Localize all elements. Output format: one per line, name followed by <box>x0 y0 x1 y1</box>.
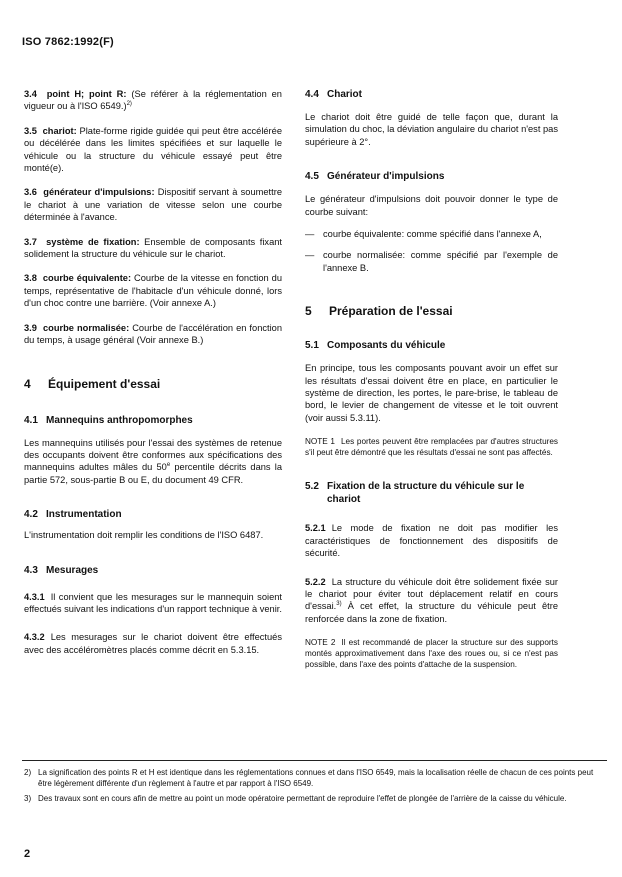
note-2: NOTE 2 Il est recommandé de placer la structure sur des supports montés approximativement dans l'axe des roues ou, si ce n'est pas possible, dans l'axe des points d'attache de la suspension. <box>305 638 558 670</box>
paragraph-5-2-2: 5.2.2 La structure du véhicule doit être solidement fixée sur le chariot pour éviter tout déplacement relatif en cours d'essai.$^{3)}$ À cet effet, la structure du véhicule peut être renforcée dans la zone de fixation. <box>305 576 558 624</box>
definition-3-8 <box>24 272 282 309</box>
section-heading-4-4: 4.4 Chariot <box>305 89 362 100</box>
section-heading-4: 4 Équipement d'essai <box>24 376 161 391</box>
definition-term: chariot: <box>42 125 77 136</box>
paragraph-4-3-1: 4.3.1 Il convient que les mesurages sur le mannequin soient effectués suivant les indications d'un rapport technique à venir. <box>24 591 282 614</box>
definition-3-5 <box>24 125 282 175</box>
section-heading-5-1: 5.1 Composants du véhicule <box>305 340 446 352</box>
definition-3-9 <box>24 322 282 347</box>
definition-text: Ensemble de composants fixant solidement la structure du véhicule sur le chariot. <box>24 236 282 260</box>
definition-term: courbe équivalente: <box>42 273 132 284</box>
footnote: 3) Des travaux sont en cours afin de mettre au point un mode opératoire permettant de reproduire l'effet de plongée de l'arrière de la caisse du véhicule. <box>24 794 567 803</box>
definition-term: système de fixation: <box>46 236 140 247</box>
definition-num: 3.7 <box>24 236 37 247</box>
footnote-ref: 2) <box>126 101 132 108</box>
section-heading-4-5: 4.5 Générateur d'impulsions <box>305 171 445 183</box>
definition-text: Courbe de la vitesse en fonction du temps, représentative de l'habitacle d'un véhicule donné, lors d'un choc contre une barrière. (Voir annexe A.) <box>24 273 283 309</box>
section-heading-4-2: 4.2 Instrumentation <box>24 509 122 521</box>
definition-num: 3.4 <box>24 89 37 99</box>
definition-num: 3.5 <box>24 125 37 136</box>
paragraph-4-4: Le chariot doit être guidé de telle façon que, durant la simulation du choc, la déviation angulaire du chariot n'est pas supérieure à 2°. <box>305 112 558 147</box>
page-number: 2 <box>24 848 31 860</box>
definition-text: Plate-forme rigide guidée qui peut être accélérée ou décélérée dans les limites spécifiées et sur laquelle le véhicule ou la structure du véhicule essayé peut être monté(e). <box>24 125 282 174</box>
right-column <box>305 88 558 670</box>
page-header: ISO 7862:1992(F) <box>22 36 114 48</box>
definition-term: générateur d'impulsions: <box>43 187 155 198</box>
footnote: 2) La signification des points R et H est identique dans les réglementations connues et dans l'ISO 6549, mais la localisation réelle de chacun de ces points peut être légèrement différente d'un règlement à l'autre et par rapport à l'ISO 6549. <box>24 768 594 788</box>
definition-num: 3.8 <box>24 273 37 284</box>
paragraph-4-3-2: 4.3.2 Les mesurages sur le chariot doivent être effectués avec des accéléromètres placés comme décrit en 5.3.15. <box>24 632 282 655</box>
definition-num: 3.6 <box>24 187 37 198</box>
definition-3-6 <box>24 186 282 223</box>
section-heading-4-1: 4.1 Mannequins anthropomorphes <box>24 414 193 426</box>
paragraph-5-1: En principe, tous les composants pouvant avoir un effet sur les résultats d'essai doivent être en place, en particulier le système de direction, les portes, le pare-brise, le tableau de bord, le levier de changement de vitesse et le toit ouvrent (voir aussi 5.3.11). <box>305 363 558 423</box>
left-column <box>24 88 282 656</box>
footnote-separator <box>22 760 607 761</box>
definition-term: point H; point R: <box>46 89 127 99</box>
section-heading-4-3: 4.3 Mesurages <box>24 564 99 576</box>
paragraph-4-1: Les mannequins utilisés pour l'essai des systèmes de retenue des occupants doivent être conformes aux spécifications des mannequins adultes mâles du 50e percentile décrits dans la partie 572, sous-partie B ou E, du document 49 CFR. <box>24 437 282 485</box>
section-heading-5: 5 Préparation de l'essai <box>305 304 453 319</box>
paragraph-4-5: Le générateur d'impulsions doit pouvoir donner le type de courbe suivant: <box>305 194 558 217</box>
definition-3-4 <box>24 88 282 113</box>
list-item: — courbe normalisée: comme spécifié par l'exemple de l'annexe B. <box>305 250 558 273</box>
footnotes <box>24 767 602 808</box>
paragraph-5-2-1: 5.2.1 Le mode de fixation ne doit pas modifier les caractéristiques de fonctionnement des dispositifs de sécurité. <box>305 523 558 559</box>
note-1: NOTE 1 Les portes peuvent être remplacées par d'autres structures s'il peut être démontré que les résultats d'essai ne sont pas affectés. <box>305 437 558 458</box>
definition-3-7 <box>24 236 282 261</box>
paragraph-4-2: L'instrumentation doit remplir les conditions de l'ISO 6487. <box>24 530 264 541</box>
definition-num: 3.9 <box>24 322 37 333</box>
section-heading-5-2: 5.2 Fixation de la structure du véhicule sur le chariot <box>305 481 525 506</box>
definition-text: Courbe de l'accélération en fonction du temps, à usage général (Voir annexe B.) <box>24 322 282 346</box>
definition-term: courbe normalisée: <box>42 322 130 333</box>
definition-text: Dispositif servant à soumettre le chariot à une variation de vitesse selon une courbe déterminée à l'avance. <box>24 187 282 223</box>
definition-text: (Se référer à la réglementation en vigueur ou à l'ISO 6549.) <box>24 89 282 112</box>
list-item: — courbe équivalente: comme spécifié dans l'annexe A, <box>305 229 542 240</box>
